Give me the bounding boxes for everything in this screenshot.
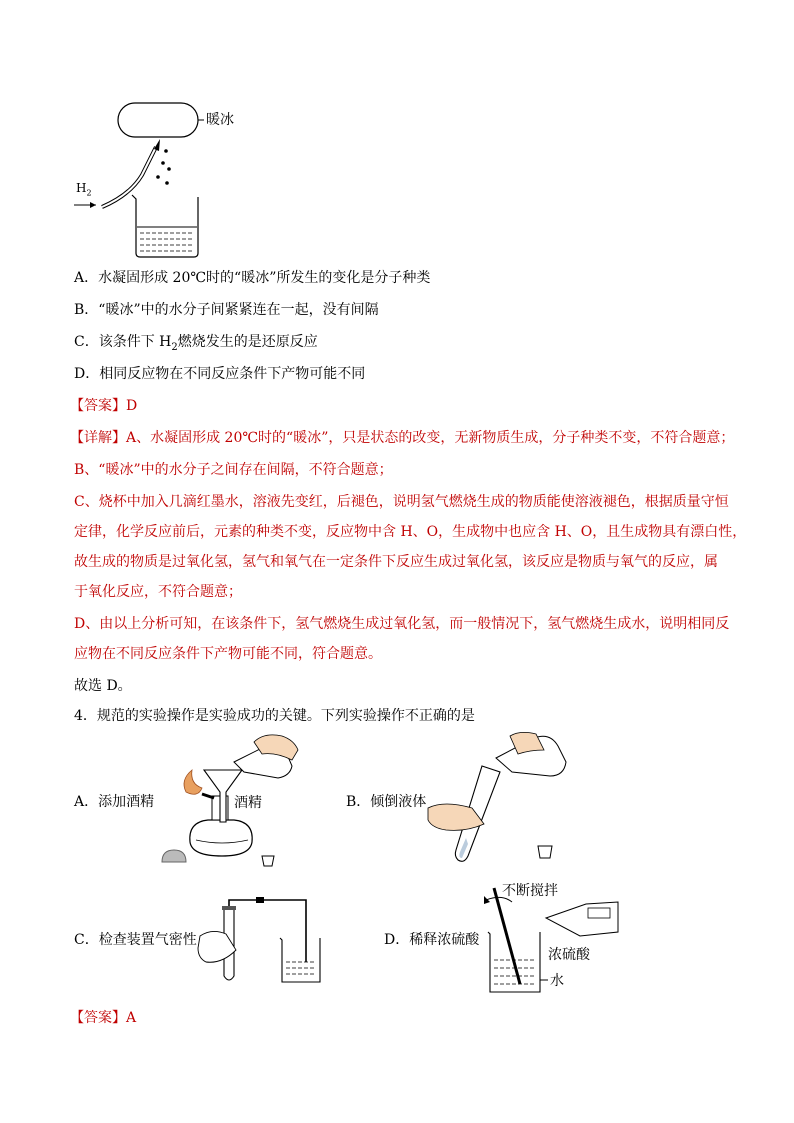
water-label: 水 bbox=[550, 973, 564, 989]
airtightness-figure bbox=[196, 892, 330, 988]
explanation-line-7: D、由以上分析可知，在该条件下，氢气燃烧生成过氧化氢，而一般情况下，氢气燃烧生成水，说明相同反 bbox=[74, 616, 730, 632]
dilute-acid-figure bbox=[476, 880, 626, 996]
answer-q4 bbox=[70, 1008, 136, 1028]
q4-option-b: B．倾倒液体 bbox=[346, 794, 427, 810]
answer-label: 【答案】 bbox=[70, 398, 126, 414]
question-4-stem: 4．规范的实验操作是实验成功的关键。下列实验操作不正确的是 bbox=[74, 708, 475, 724]
explanation-line-8: 应物在不同反应条件下产物可能不同，符合题意。 bbox=[74, 646, 382, 662]
option-b: B．“暖冰”中的水分子间紧紧连在一起，没有间隔 bbox=[74, 302, 379, 318]
conc-acid-label: 浓硫酸 bbox=[548, 947, 590, 963]
warm-ice-label: 暖冰 bbox=[206, 112, 234, 128]
stir-label: 不断搅拌 bbox=[502, 883, 558, 899]
option-c: C．该条件下 $H_2$燃烧发生的是还原反应 bbox=[74, 334, 318, 353]
cold-plate-shape bbox=[118, 103, 198, 137]
q4-option-d: D．稀释浓硫酸 bbox=[384, 932, 480, 948]
explanation-line-1: 【详解】A、水凝固形成 20℃时的“暖冰”，只是状态的改变，无新物质生成，分子种类不变，不符合题意； bbox=[70, 430, 735, 446]
answer-value: D bbox=[126, 398, 138, 414]
explanation-line-4: 定律，化学反应前后，元素的种类不变，反应物中含 H、O，生成物中也应含 H、O，且生成物具有漂白性， bbox=[74, 524, 747, 540]
q4-option-a: A．添加酒精 bbox=[74, 794, 155, 810]
alcohol-label: 酒精 bbox=[234, 795, 262, 811]
pour-liquid-diagram bbox=[426, 732, 576, 867]
answer-q3 bbox=[70, 396, 137, 416]
conclusion: 故选 D。 bbox=[74, 678, 132, 694]
warm-ice-figure bbox=[70, 95, 260, 260]
explanation-line-5: 故生成的物质是过氧化氢，氢气和氧气在一定条件下反应生成过氧化氢，该反应是物质与氧气的反应，属 bbox=[74, 554, 718, 570]
explanation-line-6: 于氧化反应，不符合题意； bbox=[74, 584, 242, 600]
add-alcohol-diagram bbox=[158, 732, 308, 872]
h2-label: $H_2$ bbox=[76, 181, 92, 198]
airtightness-diagram bbox=[196, 892, 330, 988]
explanation-line-3: C、烧杯中加入几滴红墨水，溶液先变红，后褪色，说明氢气燃烧生成的物质能使溶液褪色，根据质量守恒 bbox=[74, 494, 729, 510]
option-d: D．相同反应物在不同反应条件下产物可能不同 bbox=[74, 366, 366, 382]
option-a: A．水凝固形成 20℃时的“暖冰”所发生的变化是分子种类 bbox=[74, 270, 431, 286]
pour-liquid-figure bbox=[426, 732, 576, 867]
explanation-line-2: B、“暖冰”中的水分子之间存在间隔，不符合题意； bbox=[74, 462, 393, 478]
add-alcohol-figure bbox=[158, 732, 308, 872]
q4-option-c: C．检查装置气密性 bbox=[74, 932, 197, 948]
answer-q4-label: 【答案】 bbox=[70, 1010, 126, 1026]
answer-q4-value: A bbox=[126, 1010, 137, 1026]
